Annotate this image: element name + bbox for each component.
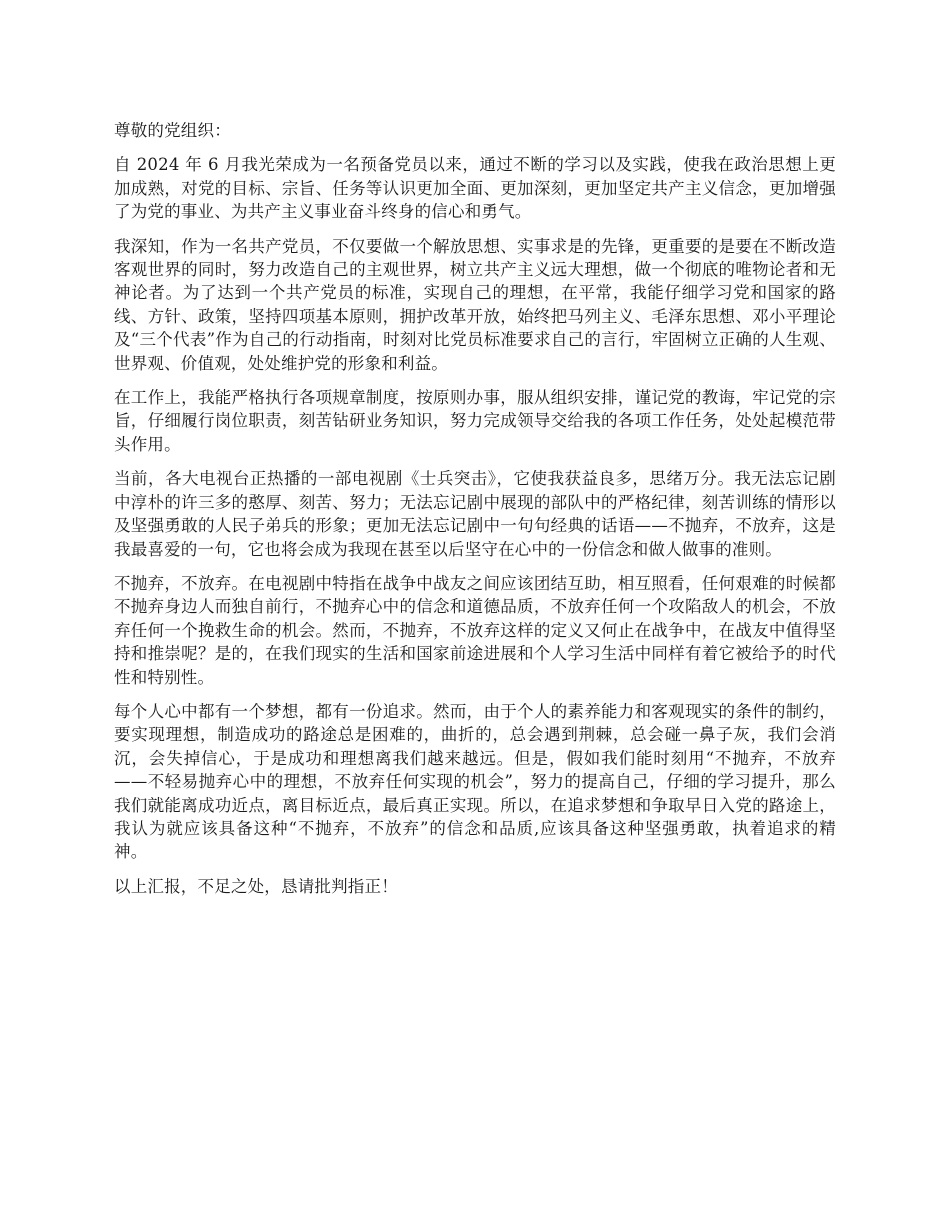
paragraph-6: 每个人心中都有一个梦想，都有一份追求。然而，由于个人的素养能力和客观现实的条件的制约，要实现理想，制造成功的路途总是困难的，曲折的，总会遇到荆棘，总会碰一鼻子灰，我们会消沉，会失掉信心，于是成功和理想离我们越来越远。但是，假如我们能时刻用“不抛弃，不放弃——不轻易抛弃心中的理想，不放弃任何实现的机会”，努力的提高自己，仔细的学习提升，那么我们就能离成功近点，离目标近点，最后真正实现。所以，在追求梦想和争取早日入党的路途上，我认为就应该具备这种“不抛弃，不放弃”的信念和品质,应该具备这种坚强勇敢，执着追求的精神。 — [114, 701, 836, 862]
letter-body — [114, 119, 836, 898]
paragraph-4: 当前，各大电视台正热播的一部电视剧《士兵突击》，它使我获益良多，思绪万分。我无法忘记剧中淳朴的许三多的憨厚、刻苦、努力；无法忘记剧中展现的部队中的严格纪律，刻苦训练的情形以及坚强勇敢的人民子弟兵的形象；更加无法忘记剧中一句句经典的话语——不抛弃，不放弃，这是我最喜爱的一句，它也将会成为我现在甚至以后坚守在心中的一份信念和做人做事的准则。 — [114, 469, 836, 559]
paragraph-5: 不抛弃，不放弃。在电视剧中特指在战争中战友之间应该团结互助，相互照看，任何艰难的时候都不抛弃身边人而独自前行，不抛弃心中的信念和道德品质，不放弃任何一个攻陷敌人的机会，不放弃任何一个挽救生命的机会。然而，不抛弃，不放弃这样的定义又何止在战争中，在战友中值得坚持和推崇呢？是的，在我们现实的生活和国家前途进展和个人学习生活中同样有着它被给予的时代性和特别性。 — [114, 573, 836, 687]
paragraph-2: 我深知，作为一名共产党员，不仅要做一个解放思想、实事求是的先锋，更重要的是要在不断改造客观世界的同时，努力改造自己的主观世界，树立共产主义远大理想，做一个彻底的唯物论者和无神论者。为了达到一个共产党员的标准，实现自己的理想，在平常，我能仔细学习党和国家的路线、方针、政策，坚持四项基本原则，拥护改革开放，始终把马列主义、毛泽东思想、邓小平理论及“三个代表”作为自己的行动指南，时刻对比党员标准要求自己的言行，牢固树立正确的人生观、世界观、价值观，处处维护党的形象和利益。 — [114, 236, 836, 373]
paragraph-1: 自 2024 年 6 月我光荣成为一名预备党员以来，通过不断的学习以及实践，使我在政治思想上更加成熟，对党的目标、宗旨、任务等认识更加全面、更加深刻，更加坚定共产主义信念，更加增强了为党的事业、为共产主义事业奋斗终身的信心和勇气。 — [114, 155, 836, 222]
paragraph-3: 在工作上，我能严格执行各项规章制度，按原则办事，服从组织安排，谨记党的教诲，牢记党的宗旨，仔细履行岗位职责，刻苦钻研业务知识，努力完成领导交给我的各项工作任务，处处起模范带头作用。 — [114, 388, 836, 454]
closing-line: 以上汇报，不足之处，恳请批判指正！ — [114, 876, 398, 896]
salutation: 尊敬的党组织： — [114, 121, 231, 140]
